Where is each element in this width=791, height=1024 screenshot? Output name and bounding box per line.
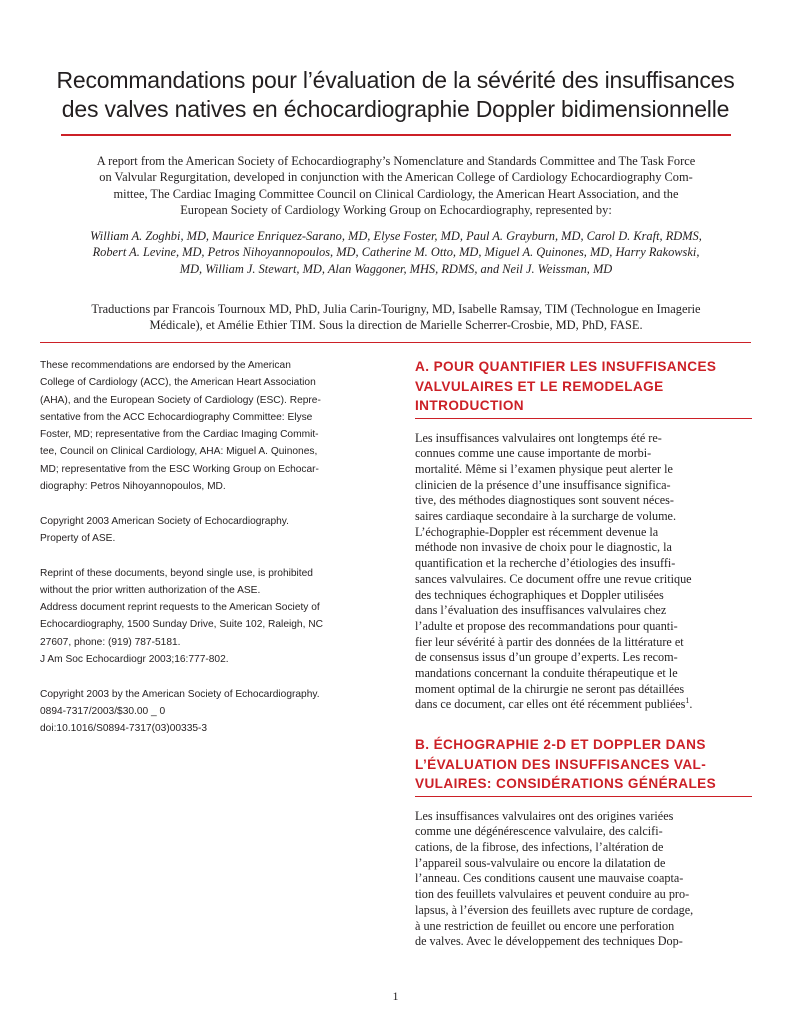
report-line: European Society of Cardiology Working Group on Echocardiography, represented by:: [180, 203, 612, 218]
left-column: [40, 357, 385, 755]
report-statement: [34, 153, 758, 219]
footnote-ref[interactable]: 1: [685, 696, 690, 706]
endorsement-note: [40, 357, 385, 495]
body-line: L’échographie-Doppler est récemment devenue la: [415, 524, 659, 539]
body-line: tion des feuillets valvulaires et peuvent conduire au pro-: [415, 887, 690, 902]
body-line: l’appareil sous-valvulaire ou encore la dilatation de: [415, 855, 666, 870]
report-line: on Valvular Regurgitation, developed in conjunction with the American College of Cardiology Echocardiography Com-: [99, 170, 693, 185]
body-line: dans l’évaluation des insuffisances valvulaires chez: [415, 603, 667, 618]
reprint-note: [40, 565, 385, 669]
heading-line: A. POUR QUANTIFIER LES INSUFFISANCES: [415, 359, 717, 374]
body-line: de valves. Avec le développement des techniques Dop-: [415, 934, 683, 949]
translation-line: Médicale), et Amélie Ethier TIM. Sous la direction de Marielle Scherrer-Crosbie, MD, PhD, FASE.: [149, 318, 643, 333]
body-line: lapsus, à l’éversion des feuillets avec rupture de cordage,: [415, 902, 694, 917]
copyright-doi-line: Copyright 2003 by the American Society of Echocardiography.: [40, 688, 320, 700]
endorsement-line: tee, Council on Clinical Cardiology, AHA: Miguel A. Quinones,: [40, 446, 318, 458]
author-line: MD, William J. Stewart, MD, Alan Waggoner, MHS, RDMS, and Neil J. Weissman, MD: [179, 261, 613, 276]
section-b-heading: [415, 735, 752, 794]
endorsement-line: MD; representative from the ESC Working Group on Echocar-: [40, 463, 319, 475]
heading-line: INTRODUCTION: [415, 398, 525, 413]
author-list: [34, 228, 758, 277]
reprint-line: Echocardiography, 1500 Sunday Drive, Suite 102, Raleigh, NC: [40, 619, 323, 631]
translation-credits: [34, 301, 758, 334]
reprint-line: 27607, phone: (919) 787-5181.: [40, 636, 181, 648]
section-a-rule: [415, 418, 752, 419]
section-a-body: [415, 431, 752, 714]
reprint-line: J Am Soc Echocardiogr 2003;16:777-802.: [40, 654, 229, 666]
body-line: Les insuffisances valvulaires ont longtemps été re-: [415, 430, 662, 445]
endorsement-line: sentative from the ACC Echocardiography Committee: Elyse: [40, 411, 313, 423]
copyright-line: Copyright 2003 American Society of Echocardiography.: [40, 515, 289, 527]
body-line: l’adulte et propose des recommandations pour quanti-: [415, 618, 678, 633]
endorsement-line: (AHA), and the European Society of Cardiology (ESC). Repre-: [40, 394, 321, 406]
section-b-rule: [415, 796, 752, 797]
heading-line: L’ÉVALUATION DES INSUFFISANCES VAL-: [415, 756, 707, 772]
endorsement-line: diography: Petros Nihoyannopoulos, MD.: [40, 481, 226, 493]
title-line: Recommandations pour l’évaluation de la sévérité des insuffisances: [56, 67, 735, 93]
body-line: connues comme une cause importante de morbi-: [415, 446, 652, 461]
body-line: à une restriction de feuillet ou encore une perforation: [415, 918, 675, 933]
heading-line: VULAIRES: CONSIDÉRATIONS GÉNÉRALES: [415, 776, 717, 792]
body-line: quantification et la recherche d’étiologies des insuffi-: [415, 556, 676, 571]
title-line: des valves natives en échocardiographie Doppler bidimensionnelle: [61, 96, 730, 122]
page-number: 1: [392, 989, 399, 1003]
body-line: l’anneau. Ces conditions causent une mauvaise coapta-: [415, 871, 684, 886]
body-last-text: dans ce document, car elles ont été récemment publiées: [415, 697, 686, 712]
body-last-end: .: [689, 697, 693, 712]
body-line-last: [415, 697, 752, 713]
header-divider: [40, 342, 751, 343]
reprint-line: Reprint of these documents, beyond single use, is prohibited: [40, 567, 313, 579]
body-line: Les insuffisances valvulaires ont des origines variées: [415, 808, 674, 823]
body-line: tive, des méthodes diagnostiques sont souvent néces-: [415, 493, 674, 508]
report-line: mittee, The Cardiac Imaging Committee Council on Clinical Cardiology, the American Heart Association, and the: [113, 186, 679, 201]
copyright-note: [40, 513, 385, 548]
body-line: comme une dégénérescence valvulaire, des calcifi-: [415, 824, 663, 839]
body-line: fier leur sévérité à partir des données de la littérature et: [415, 634, 684, 649]
body-line: clinicien de la présence d’une insuffisance significa-: [415, 477, 671, 492]
page-title: [40, 66, 751, 124]
right-column: [415, 357, 752, 950]
reprint-line: Address document reprint requests to the American Society of: [40, 602, 320, 614]
copyright-line: Property of ASE.: [40, 532, 116, 544]
copyright-doi-line: 0894-7317/2003/$30.00 _ 0: [40, 705, 166, 717]
body-line: des techniques échographiques et Doppler utilisées: [415, 587, 664, 602]
body-line: moment optimal de la chirurgie ne seront pas détaillées: [415, 681, 685, 696]
endorsement-line: These recommendations are endorsed by the American: [40, 360, 291, 371]
body-line: mandations concernant la conduite thérapeutique et le: [415, 666, 678, 681]
endorsement-line: College of Cardiology (ACC), the American Heart Association: [40, 377, 316, 389]
body-line: sances valvulaires. Ce document offre une revue critique: [415, 571, 692, 586]
copyright-doi-line: doi:10.1016/S0894-7317(03)00335-3: [40, 723, 208, 735]
body-line: de consensus issus d’un groupe d’experts. Les recom-: [415, 650, 678, 665]
heading-line: VALVULAIRES ET LE REMODELAGE: [415, 378, 664, 394]
heading-line: B. ÉCHOGRAPHIE 2-D ET DOPPLER DANS: [415, 737, 706, 753]
section-a-heading: [415, 357, 752, 416]
title-rule: [61, 134, 731, 136]
translation-line: Traductions par Francois Tournoux MD, PhD, Julia Carin-Tourigny, MD, Isabelle Ramsay, TIM (Technologue en Imagerie: [91, 302, 701, 316]
body-line: mortalité. Même si l’examen physique peut alerter le: [415, 461, 673, 476]
reprint-line: without the prior written authorization of the ASE.: [40, 584, 261, 596]
author-line: Robert A. Levine, MD, Petros Nihoyannopoulos, MD, Catherine M. Otto, MD, Miguel A. Quinones, MD, Harry Rakowski,: [92, 245, 700, 260]
body-line: cations, de la fibrose, des infections, l’altération de: [415, 840, 664, 855]
body-line: saires cardiaque secondaire à la surcharge de volume.: [415, 509, 677, 524]
author-line: William A. Zoghbi, MD, Maurice Enriquez-Sarano, MD, Elyse Foster, MD, Paul A. Grayburn, MD, Carol D. Kraft, RDMS,: [90, 229, 702, 243]
section-b-body: [415, 809, 752, 950]
copyright-doi-note: [40, 686, 385, 738]
endorsement-line: Foster, MD; representative from the Cardiac Imaging Commit-: [40, 429, 319, 441]
body-line: méthode non invasive de choix pour le diagnostic, la: [415, 540, 672, 555]
report-line: A report from the American Society of Echocardiography’s Nomenclature and Standards Committee and The Task Force: [96, 154, 696, 168]
